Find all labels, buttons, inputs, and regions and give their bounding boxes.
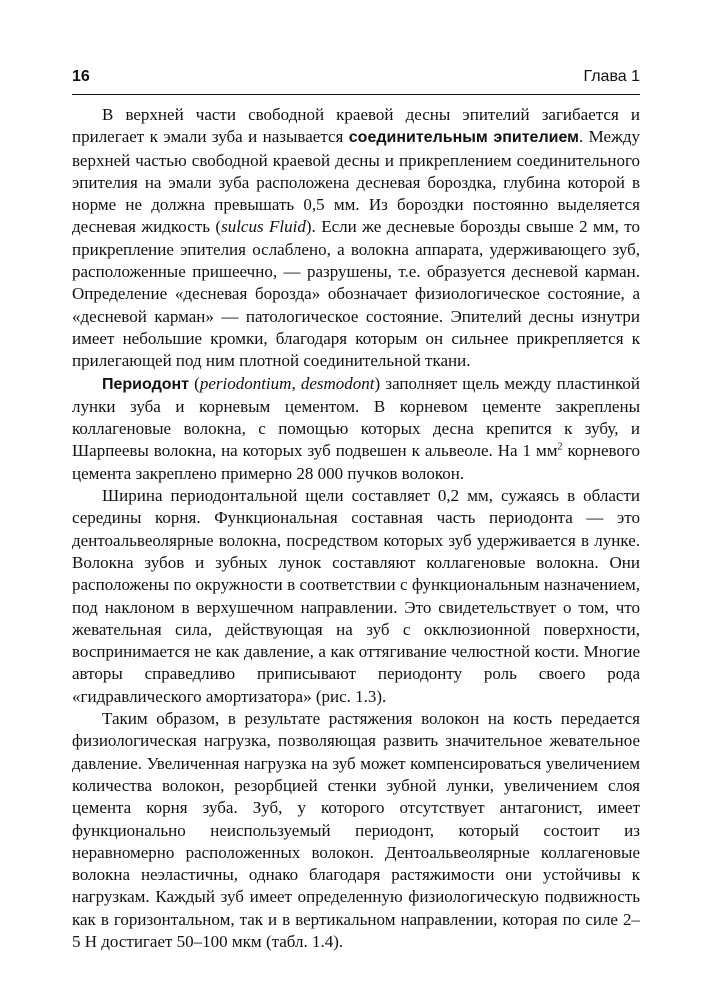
page-header (72, 68, 640, 92)
paragraph-text: ). Если же десневые борозды свыше 2 мм, то прикрепление эпителия ослаблено, а волокна аппарата, удерживающего зуб, расположенные пришеечно, — разрушены, т.е. образуется десневой карман. Определение «десневая борозда» обозначает физиологическое состояние, а «десневой карман» — патологическое состояние. Эпителий десны изнутри имеет небольшие кромки, благодаря которым он сильнее прикрепляется к прилегающей под ним плотной соединительной ткани. (72, 217, 640, 371)
body-text (72, 104, 640, 953)
superscript: 2 (557, 441, 563, 453)
paragraph-text: В верхней части свободной краевой десны эпителий загибается и прилегает к эмали зуба и называется (72, 105, 640, 147)
page-number: 16 (72, 68, 90, 85)
term-periodontium: Периодонт (102, 375, 189, 393)
term-junctional-epithelium: соединительным эпителием (348, 129, 579, 147)
chapter-title: Глава 1 (583, 68, 640, 85)
latin-term: sulcus Fluid (221, 217, 306, 237)
paragraph-periodontium (72, 373, 640, 485)
paragraph-physiological-load: Таким образом, в результате растяжения волокон на кость передается физиологическая нагрузка, позволяющая развить значительное жевательное давление. Увеличенная нагрузка на зуб может компенсироваться увеличением количества волокон, резорбцией стенки зубной лунки, увеличением слоя цемента корня зуба. Зуб, у которого отсутствует антагонист, имеет функционально неиспользуемый периодонт, который состоит из неравномерно расположенных волокон. Дентоальвеолярные коллагеновые волокна неэластичны, однако благодаря растяжимости они устойчивы к нагрузкам. Каждый зуб имеет определенную физиологическую подвижность как в горизонтальном, так и в вертикальном направлении, которая по силе 2–5 Н достигает 50–100 мкм (табл. 1.4). (72, 709, 640, 951)
paragraph-text: ) заполняет щель между пластинкой лунки зуба и корневым цементом. В корневом цементе закреплены коллагеновые волокна, с помощью которых десна крепится к зубу, и Шарпеевы волокна, на которых зуб подвешен к альвеоле. На 1 мм (72, 373, 640, 461)
paragraph-periodontal-space: Ширина периодонтальной щели составляет 0,2 мм, сужаясь в области середины корня. Функциональная составная часть периодонта — это дентоальвеолярные волокна, посредством которых зуб удерживается в лунке. Волокна зубов и зубных лунок составляют коллагеновые волокна. Они расположены по окружности в соответствии с функциональным назначением, под наклоном в верхушечном направлении. Это свидетельствует о том, что жевательная сила, действующая на зуб с окклюзионной поверхности, воспринимается не как давление, а как оттягивание челюстной кости. Многие авторы справедливо приписывают периодонту роль своего рода «гидравлического амортизатора» (рис. 1.3). (72, 486, 640, 706)
latin-term: periodontium (199, 373, 292, 393)
paragraph-text: , (291, 373, 301, 393)
header-divider (72, 94, 640, 95)
paragraph-text: корневого цемента закреплено примерно 28 000 пучков волокон. (72, 441, 640, 483)
paragraph-text: ( (189, 373, 200, 393)
paragraph-text: . Между верхней частью свободной краевой десны и прикреплением соединительного эпителия на эмали зуба расположена десневая бороздка, глубина которой в норме не должна превышать 0,5 мм. Из бороздки постоянно выделяется десневая жидкость ( (72, 127, 640, 237)
paragraph-junctional-epithelium (72, 104, 640, 373)
latin-term: desmodont (300, 373, 375, 393)
